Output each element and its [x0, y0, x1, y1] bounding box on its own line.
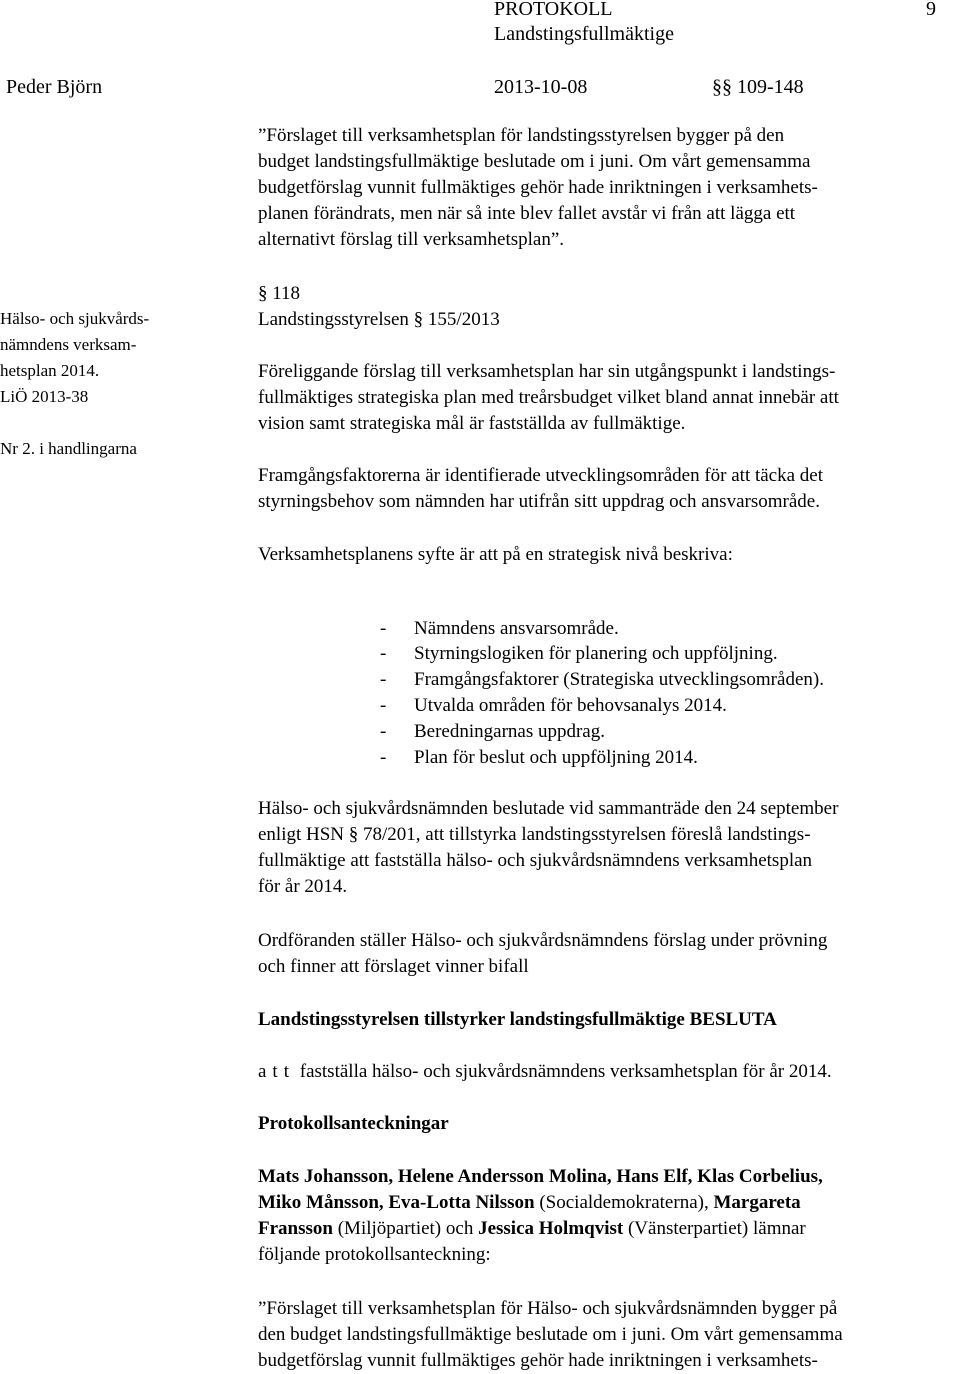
list-item [380, 693, 727, 719]
decision-att: att [258, 1061, 295, 1082]
dash: - [380, 618, 387, 639]
text-line: budget landstingsfullmäktige beslutade om i juni. Om vårt gemensamma [258, 151, 811, 172]
annotations-heading: Protokollsanteckningar [258, 1113, 449, 1134]
section-number: § 118 [258, 283, 301, 304]
list-item [380, 745, 698, 771]
text-line: för år 2014. [258, 876, 348, 897]
text-line: ”Förslaget till verksamhetsplan för landstingsstyrelsen bygger på den [258, 125, 785, 146]
list-item [380, 616, 619, 642]
margin-note-line: hetsplan 2014. [0, 361, 100, 380]
organization-name: Landstingsfullmäktige [494, 23, 674, 45]
paragraph-chair-proposal [258, 928, 827, 980]
text-line: Hälso- och sjukvårdsnämnden beslutade vid sammanträde den 24 september [258, 798, 839, 819]
list-item-text: Utvalda områden för behovsanalys 2014. [414, 695, 727, 716]
author-name: Peder Björn [6, 76, 103, 98]
text-line: och finner att förslaget vinner bifall [258, 956, 529, 977]
paragraph-starting-point [258, 359, 839, 437]
text-line: Ordföranden ställer Hälso- och sjukvårdsnämndens förslag under prövning [258, 930, 828, 951]
meeting-date: 2013-10-08 [494, 76, 588, 98]
text-line: styrningsbehov som nämnden har utifrån sitt uppdrag och ansvarsområde. [258, 491, 820, 512]
dash: - [380, 695, 387, 716]
quote-paragraph [258, 1296, 843, 1374]
list-item-text: Styrningslogiken för planering och uppföljning. [414, 643, 778, 664]
decision-body: fastställa hälso- och sjukvårdsnämndens verksamhetsplan för år 2014. [299, 1061, 832, 1082]
list-item-text: Plan för beslut och uppföljning 2014. [414, 747, 698, 768]
text-line: Framgångsfaktorerna är identifierade utvecklingsområden för att täcka det [258, 465, 824, 486]
paragraph-range: §§ 109-148 [712, 76, 804, 98]
text-line: enligt HSN § 78/201, att tillstyrka landstingsstyrelsen föreslå landstings- [258, 824, 811, 845]
protocol-title: PROTOKOLL [494, 0, 613, 20]
margin-note-line: Hälso- och sjukvårds- [0, 309, 150, 328]
annotation-paragraph [258, 1164, 823, 1268]
dash: - [380, 643, 387, 664]
list-item-text: Beredningarnas uppdrag. [414, 721, 605, 742]
text-line: planen förändrats, men när så inte blev fallet avstår vi från att lägga ett [258, 203, 796, 224]
text-line: fullmäktige att fastställa hälso- och sjukvårdsnämndens verksamhetsplan [258, 850, 813, 871]
text-line: budgetförslag vunnit fullmäktiges gehör hade inriktningen i verksamhets- [258, 1350, 818, 1371]
dash: - [380, 721, 387, 742]
attachment-reference: Nr 2. i handlingarna [0, 439, 137, 458]
text-line: Verksamhetsplanens syfte är att på en strategisk nivå beskriva: [258, 544, 733, 565]
text-line: Fransson (Miljöpartiet) och Jessica Holmqvist (Vänsterpartiet) lämnar [258, 1218, 806, 1239]
text-line: Föreliggande förslag till verksamhetsplan har sin utgångspunkt i landstings- [258, 361, 836, 382]
section-reference: Landstingsstyrelsen § 155/2013 [258, 309, 500, 330]
decision-heading: Landstingsstyrelsen tillstyrker landstingsfullmäktige BESLUTA [258, 1009, 777, 1030]
dash: - [380, 669, 387, 690]
list-item-text: Nämndens ansvarsområde. [414, 618, 619, 639]
margin-note-line: LiÖ 2013-38 [0, 387, 89, 406]
paragraph-hsn-decision [258, 796, 838, 900]
text-line: alternativt förslag till verksamhetsplan”. [258, 229, 565, 250]
text-line: vision samt strategiska mål är fastställda av fullmäktige. [258, 413, 686, 434]
list-item [380, 667, 824, 693]
text-line: budgetförslag vunnit fullmäktiges gehör hade inriktningen i verksamhets- [258, 177, 818, 198]
paragraph-success-factors [258, 463, 823, 515]
text-line: följande protokollsanteckning: [258, 1244, 491, 1265]
text-line: ”Förslaget till verksamhetsplan för Hälso- och sjukvårdsnämnden bygger på [258, 1298, 838, 1319]
text-line: den budget landstingsfullmäktige beslutade om i juni. Om vårt gemensamma [258, 1324, 843, 1345]
list-item-text: Framgångsfaktorer (Strategiska utvecklingsområden). [414, 669, 824, 690]
text-line: Mats Johansson, Helene Andersson Molina, Hans Elf, Klas Corbelius, [258, 1166, 823, 1187]
paragraph-purpose [258, 542, 733, 568]
list-item [380, 719, 605, 745]
text-line: Miko Månsson, Eva-Lotta Nilsson (Socialdemokraterna), Margareta [258, 1192, 801, 1213]
margin-note-line: nämndens verksam- [0, 335, 137, 354]
page-number: 9 [926, 0, 936, 20]
text-line: fullmäktiges strategiska plan med treårsbudget vilket bland annat innebär att [258, 387, 839, 408]
list-item [380, 641, 778, 667]
decision-text [258, 1059, 832, 1085]
dash: - [380, 747, 387, 768]
intro-paragraph [258, 123, 818, 253]
margin-note [0, 306, 200, 462]
